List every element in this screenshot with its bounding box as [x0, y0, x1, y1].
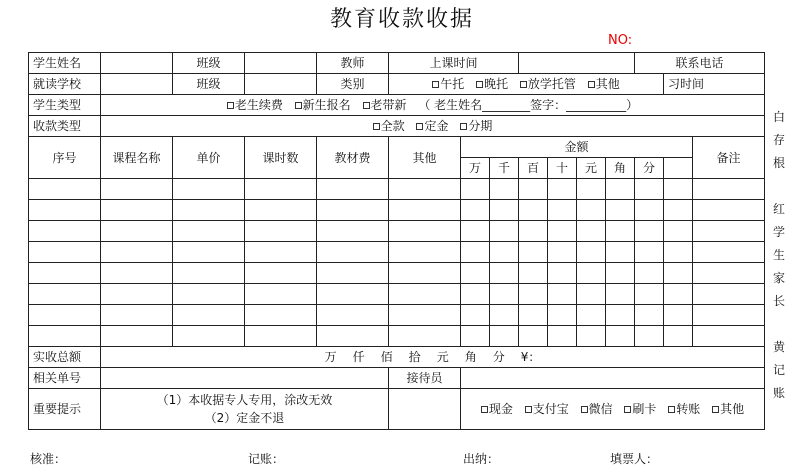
- receptionist-label: 接待员: [389, 368, 461, 389]
- item-cell[interactable]: [606, 284, 635, 305]
- other-header: 其他: [389, 137, 461, 179]
- item-cell[interactable]: [101, 305, 173, 326]
- receipt-form: [28, 52, 765, 430]
- item-cell[interactable]: [693, 326, 765, 347]
- item-cell[interactable]: [693, 200, 765, 221]
- bookkeeper-label: 记账：: [248, 452, 285, 466]
- item-cell[interactable]: [461, 179, 490, 200]
- issuer-label: 填票人：: [610, 452, 659, 466]
- option-checkbox[interactable]: 放学托管: [520, 77, 576, 91]
- item-cell[interactable]: [29, 263, 101, 284]
- tips-text: [101, 389, 389, 430]
- unit-qian: 千: [490, 158, 519, 179]
- item-cell[interactable]: [548, 326, 577, 347]
- unit-bai: 百: [519, 158, 548, 179]
- item-cell[interactable]: [389, 263, 461, 284]
- student-type-label: 学生类型: [29, 95, 101, 116]
- item-cell[interactable]: [245, 305, 317, 326]
- item-cell[interactable]: [389, 242, 461, 263]
- side-char: 存: [772, 133, 785, 147]
- school-row: [29, 74, 765, 95]
- tip-line-2: （2）定金不退: [204, 411, 285, 425]
- item-cell[interactable]: [317, 284, 389, 305]
- item-cell[interactable]: [519, 221, 548, 242]
- item-cell[interactable]: [548, 221, 577, 242]
- item-cell[interactable]: [693, 284, 765, 305]
- item-cell[interactable]: [461, 221, 490, 242]
- option-checkbox[interactable]: 定金: [416, 119, 448, 133]
- item-cell[interactable]: [577, 200, 606, 221]
- payment-method-options: [461, 389, 765, 430]
- item-cell[interactable]: [606, 326, 635, 347]
- item-cell[interactable]: [577, 221, 606, 242]
- related-label: 相关单号: [29, 368, 101, 389]
- item-cell[interactable]: [173, 305, 245, 326]
- item-header-row: [29, 137, 765, 158]
- receptionist-field[interactable]: [461, 368, 765, 389]
- item-cell[interactable]: [693, 242, 765, 263]
- material-header: 教材费: [317, 137, 389, 179]
- receipt-title: 教育收款收据: [329, 7, 474, 32]
- item-cell[interactable]: [389, 179, 461, 200]
- teacher-label: 教师: [317, 53, 389, 74]
- side-char: [770, 175, 788, 198]
- hours-header: 课时数: [245, 137, 317, 179]
- item-cell[interactable]: [664, 242, 693, 263]
- total-label: 实收总额: [29, 347, 101, 368]
- item-cell[interactable]: [317, 200, 389, 221]
- student-type-options: [101, 95, 765, 116]
- item-cell[interactable]: [693, 179, 765, 200]
- item-cell[interactable]: [173, 179, 245, 200]
- item-cell[interactable]: [173, 326, 245, 347]
- item-cell[interactable]: [245, 284, 317, 305]
- item-cell[interactable]: [635, 305, 664, 326]
- school-field[interactable]: [101, 74, 173, 95]
- class-field-2[interactable]: [245, 74, 317, 95]
- side-char: 账: [772, 386, 785, 400]
- item-cell[interactable]: [693, 305, 765, 326]
- item-cell[interactable]: [101, 221, 173, 242]
- total-row: [29, 347, 765, 368]
- unit-yuan: 元: [577, 158, 606, 179]
- item-cell[interactable]: [101, 179, 173, 200]
- item-row: [29, 221, 765, 242]
- item-cell[interactable]: [29, 326, 101, 347]
- amount-header: 金额: [461, 137, 693, 158]
- item-cell[interactable]: [635, 200, 664, 221]
- item-row: [29, 284, 765, 305]
- item-cell[interactable]: [519, 284, 548, 305]
- item-cell[interactable]: [245, 242, 317, 263]
- side-char: 学: [772, 225, 785, 239]
- item-cell[interactable]: [317, 242, 389, 263]
- item-cell[interactable]: [519, 305, 548, 326]
- item-cell[interactable]: [693, 221, 765, 242]
- related-field[interactable]: [101, 368, 389, 389]
- item-cell[interactable]: [389, 326, 461, 347]
- remark-header: 备注: [693, 137, 765, 179]
- class-time-label: 上课时间: [389, 53, 519, 74]
- item-cell[interactable]: [245, 179, 317, 200]
- item-cell[interactable]: [317, 263, 389, 284]
- item-cell[interactable]: [389, 221, 461, 242]
- option-checkbox[interactable]: 午托: [432, 77, 464, 91]
- item-cell[interactable]: [29, 284, 101, 305]
- item-cell[interactable]: [461, 326, 490, 347]
- cashier-label: 出纳：: [463, 452, 500, 466]
- category-label: 类别: [317, 74, 389, 95]
- seq-header: 序号: [29, 137, 101, 179]
- tips-blank: [389, 389, 461, 430]
- item-cell[interactable]: [490, 263, 519, 284]
- option-checkbox[interactable]: 现金: [481, 402, 513, 416]
- student-info-row: [29, 53, 765, 74]
- payment-type-options: [101, 116, 765, 137]
- item-cell[interactable]: [519, 263, 548, 284]
- item-cell[interactable]: [519, 200, 548, 221]
- item-cell[interactable]: [693, 263, 765, 284]
- item-cell[interactable]: [635, 326, 664, 347]
- item-cell[interactable]: [101, 200, 173, 221]
- item-cell[interactable]: [317, 221, 389, 242]
- side-char: 家: [772, 271, 785, 285]
- item-cell[interactable]: [635, 284, 664, 305]
- item-cell[interactable]: [548, 263, 577, 284]
- unit-jiao: 角: [606, 158, 635, 179]
- price-header: 单价: [173, 137, 245, 179]
- old-student-note: （ 老生姓名________签字：__________）: [418, 98, 639, 112]
- item-cell[interactable]: [548, 242, 577, 263]
- receipt-number-label: NO:: [608, 33, 633, 48]
- item-cell[interactable]: [490, 179, 519, 200]
- option-checkbox[interactable]: 老生续费: [227, 98, 283, 112]
- option-checkbox[interactable]: 晚托: [476, 77, 508, 91]
- item-cell[interactable]: [606, 263, 635, 284]
- item-cell[interactable]: [577, 284, 606, 305]
- option-checkbox[interactable]: 老带新: [363, 98, 407, 112]
- course-header: 课程名称: [101, 137, 173, 179]
- payment-type-row: [29, 116, 765, 137]
- student-name-field[interactable]: [101, 53, 173, 74]
- tips-row: [29, 389, 765, 430]
- item-row: [29, 179, 765, 200]
- side-char: 根: [772, 156, 785, 170]
- item-cell[interactable]: [577, 326, 606, 347]
- item-cell[interactable]: [173, 221, 245, 242]
- item-cell[interactable]: [173, 242, 245, 263]
- item-cell[interactable]: [245, 263, 317, 284]
- item-cell[interactable]: [635, 179, 664, 200]
- item-cell[interactable]: [101, 242, 173, 263]
- side-char: 记: [772, 363, 785, 377]
- item-cell[interactable]: [490, 305, 519, 326]
- related-row: [29, 368, 765, 389]
- item-cell[interactable]: [606, 221, 635, 242]
- item-cell[interactable]: [173, 263, 245, 284]
- item-cell[interactable]: [461, 305, 490, 326]
- total-amount-words[interactable]: 万 仟 佰 拾 元 角 分 ¥：: [101, 347, 765, 368]
- item-cell[interactable]: [519, 242, 548, 263]
- item-cell[interactable]: [490, 242, 519, 263]
- item-cell[interactable]: [245, 200, 317, 221]
- student-name-label: 学生姓名: [29, 53, 101, 74]
- item-cell[interactable]: [635, 242, 664, 263]
- option-checkbox[interactable]: 其他: [712, 402, 744, 416]
- item-cell[interactable]: [577, 242, 606, 263]
- payment-type-label: 收款类型: [29, 116, 101, 137]
- item-cell[interactable]: [461, 200, 490, 221]
- item-cell[interactable]: [664, 326, 693, 347]
- class-field[interactable]: [245, 53, 317, 74]
- side-char: 生: [772, 248, 785, 262]
- student-type-row: [29, 95, 765, 116]
- item-cell[interactable]: [577, 263, 606, 284]
- item-cell[interactable]: [29, 305, 101, 326]
- item-cell[interactable]: [635, 221, 664, 242]
- item-cell[interactable]: [490, 200, 519, 221]
- unit-shi: 十: [548, 158, 577, 179]
- side-char: 黄: [772, 340, 785, 354]
- item-row: [29, 263, 765, 284]
- item-cell[interactable]: [29, 200, 101, 221]
- school-label: 就读学校: [29, 74, 101, 95]
- item-cell[interactable]: [664, 179, 693, 200]
- study-time-label: 习时间: [664, 74, 765, 95]
- item-cell[interactable]: [29, 221, 101, 242]
- item-row: [29, 326, 765, 347]
- item-row: [29, 305, 765, 326]
- option-checkbox[interactable]: 支付宝: [525, 402, 569, 416]
- item-cell[interactable]: [101, 284, 173, 305]
- unit-blank: [664, 158, 693, 179]
- item-cell[interactable]: [548, 179, 577, 200]
- unit-wan: 万: [461, 158, 490, 179]
- side-char: [770, 313, 788, 336]
- item-cell[interactable]: [389, 305, 461, 326]
- item-cell[interactable]: [173, 200, 245, 221]
- class-time-field[interactable]: [519, 53, 635, 74]
- item-cell[interactable]: [606, 242, 635, 263]
- item-cell[interactable]: [606, 200, 635, 221]
- item-row: [29, 200, 765, 221]
- item-cell[interactable]: [490, 221, 519, 242]
- side-char: 红: [772, 202, 785, 216]
- item-cell[interactable]: [29, 242, 101, 263]
- item-cell[interactable]: [548, 200, 577, 221]
- item-cell[interactable]: [664, 200, 693, 221]
- item-cell[interactable]: [101, 263, 173, 284]
- item-cell[interactable]: [245, 326, 317, 347]
- item-cell[interactable]: [317, 179, 389, 200]
- tip-line-1: （1）本收据专人专用，涂改无效: [156, 393, 333, 407]
- class-label: 班级: [173, 53, 245, 74]
- item-rows: [29, 179, 765, 347]
- option-checkbox[interactable]: 分期: [460, 119, 492, 133]
- option-checkbox[interactable]: 新生报名: [295, 98, 351, 112]
- item-cell[interactable]: [606, 305, 635, 326]
- item-cell[interactable]: [461, 242, 490, 263]
- item-cell[interactable]: [519, 326, 548, 347]
- item-row: [29, 242, 765, 263]
- contact-label: 联系电话: [635, 53, 765, 74]
- item-cell[interactable]: [173, 284, 245, 305]
- item-cell[interactable]: [461, 263, 490, 284]
- item-cell[interactable]: [606, 179, 635, 200]
- option-checkbox[interactable]: 刷卡: [624, 402, 656, 416]
- item-cell[interactable]: [317, 305, 389, 326]
- side-char: 长: [772, 294, 785, 308]
- option-checkbox[interactable]: 全款: [373, 119, 405, 133]
- class-label-2: 班级: [173, 74, 245, 95]
- item-cell[interactable]: [577, 305, 606, 326]
- item-cell[interactable]: [317, 326, 389, 347]
- item-cell[interactable]: [664, 284, 693, 305]
- item-cell[interactable]: [664, 305, 693, 326]
- item-cell[interactable]: [664, 263, 693, 284]
- item-cell[interactable]: [490, 284, 519, 305]
- item-cell[interactable]: [635, 263, 664, 284]
- item-cell[interactable]: [389, 200, 461, 221]
- side-char: 白: [772, 110, 785, 124]
- category-options: [389, 74, 664, 95]
- item-cell[interactable]: [490, 326, 519, 347]
- item-cell[interactable]: [664, 221, 693, 242]
- reviewer-label: 核准：: [30, 452, 67, 466]
- item-cell[interactable]: [548, 305, 577, 326]
- item-cell[interactable]: [548, 284, 577, 305]
- item-cell[interactable]: [29, 179, 101, 200]
- item-cell[interactable]: [577, 179, 606, 200]
- item-cell[interactable]: [101, 326, 173, 347]
- option-checkbox[interactable]: 其他: [588, 77, 620, 91]
- option-checkbox[interactable]: 微信: [581, 402, 613, 416]
- tips-label: 重要提示: [29, 389, 101, 430]
- item-cell[interactable]: [461, 284, 490, 305]
- copy-distribution-text: [770, 106, 788, 405]
- item-cell[interactable]: [245, 221, 317, 242]
- option-checkbox[interactable]: 转账: [668, 402, 700, 416]
- item-cell[interactable]: [389, 284, 461, 305]
- item-cell[interactable]: [519, 179, 548, 200]
- unit-fen: 分: [635, 158, 664, 179]
